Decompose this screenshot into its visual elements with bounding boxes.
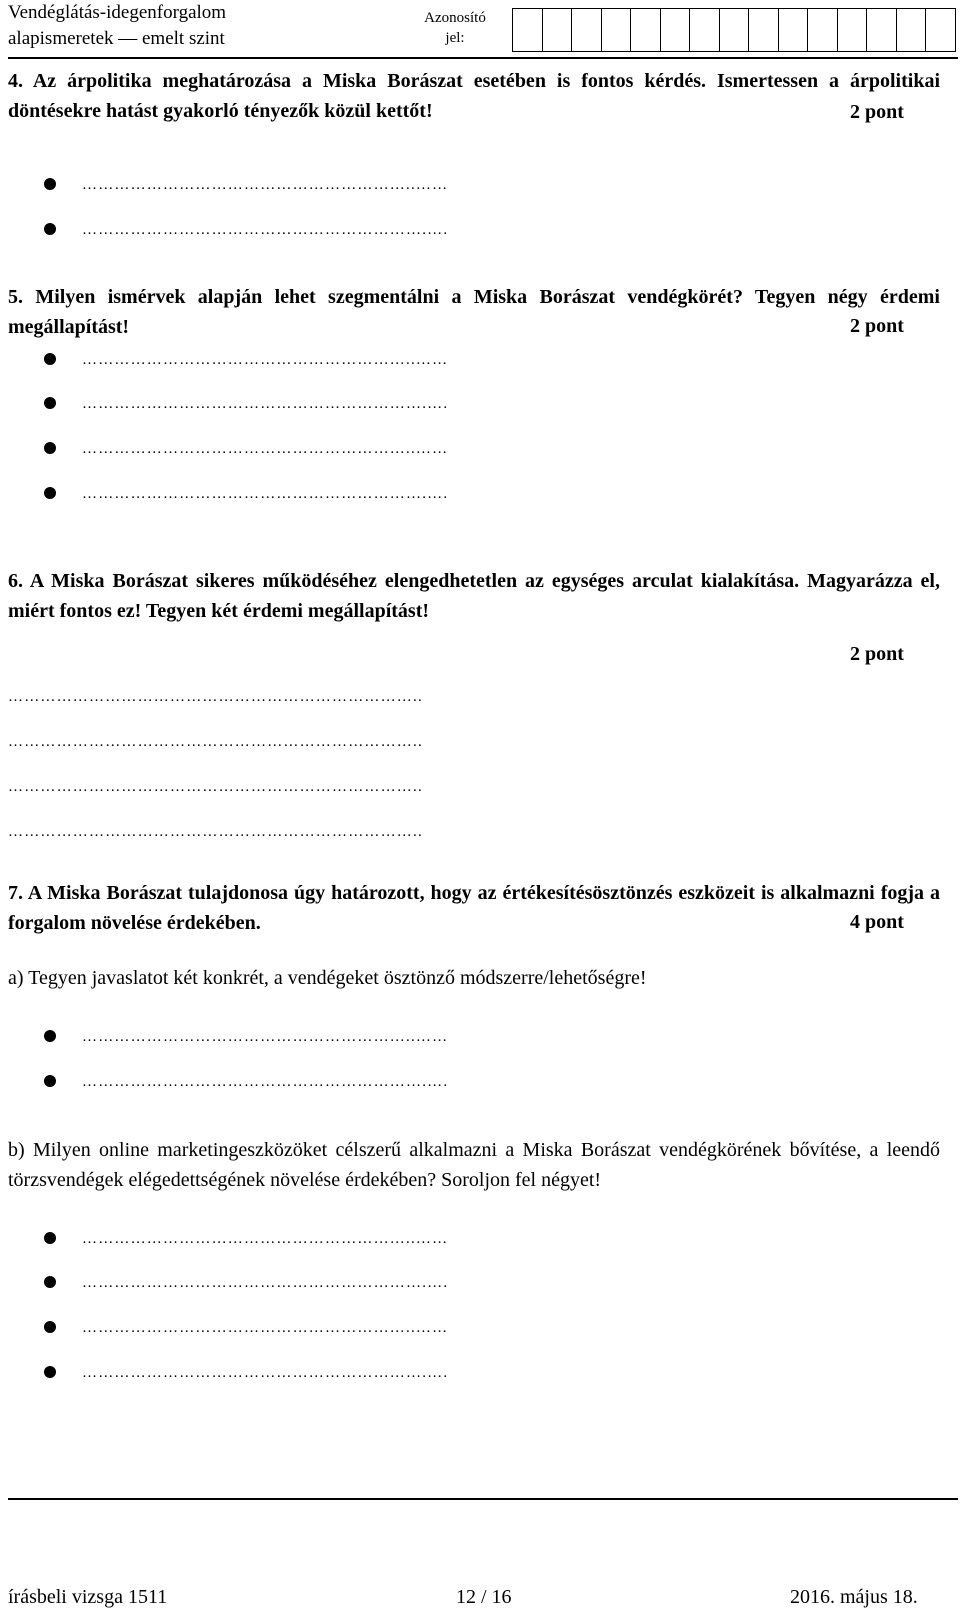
bullet-icon — [44, 1075, 56, 1087]
header-divider — [8, 57, 958, 59]
question-7-points: 4 pont — [850, 911, 904, 933]
subject-level: alapismeretek — emelt szint — [8, 28, 225, 49]
id-label: Azonosító — [424, 10, 486, 26]
answer-line[interactable]: ……………………………………………………….…. — [82, 486, 449, 502]
answer-line[interactable]: ………………………………………………………………….. — [8, 824, 423, 840]
question-6-points: 2 pont — [850, 643, 904, 665]
id-box-cell[interactable] — [838, 9, 868, 51]
bullet-icon — [44, 1232, 56, 1244]
answer-line[interactable]: ……………………………………………………..…… — [82, 177, 449, 193]
id-box-cell[interactable] — [720, 9, 750, 51]
answer-line[interactable]: ………………………………………………………………….. — [8, 689, 423, 705]
id-box-cell[interactable] — [572, 9, 602, 51]
bullet-icon — [44, 397, 56, 409]
answer-line[interactable]: ……………………………………………………….…. — [82, 222, 449, 238]
answer-line[interactable]: ……………………………………………………….…. — [82, 1074, 449, 1090]
answer-line[interactable]: ……………………………………………………….…. — [82, 1275, 449, 1291]
id-box-cell[interactable] — [690, 9, 720, 51]
question-4-points: 2 pont — [850, 101, 904, 123]
footer-exam-code: írásbeli vizsga 1511 — [8, 1586, 168, 1608]
bullet-icon — [44, 1030, 56, 1042]
bullet-icon — [44, 442, 56, 454]
id-box-cell[interactable] — [749, 9, 779, 51]
answer-line[interactable]: ……………………………………………………..…… — [82, 352, 449, 368]
question-6-text: 6. A Miska Borászat sikeres működéséhez elengedhetetlen az egységes arculat kialakítása. Magyarázza el, miért fontos ez! Tegyen két érdemi megállapítást! — [8, 570, 940, 622]
answer-line[interactable]: ………………………………………………………………….. — [8, 734, 423, 750]
question-5-text: 5. Milyen ismérvek alapján lehet szegmentálni a Miska Borászat vendégkörét? Tegyen négy érdemi megállapítást! — [8, 286, 940, 338]
id-box-cell[interactable] — [513, 9, 543, 51]
bullet-icon — [44, 487, 56, 499]
bullet-icon — [44, 1321, 56, 1333]
question-7-text: 7. A Miska Borászat tulajdonosa úgy határozott, hogy az értékesítésösztönzés eszközeit is alkalmazni fogja a forgalom növelése érdekében. — [8, 882, 940, 934]
id-label-suffix: jel: — [445, 30, 465, 46]
answer-line[interactable]: ……………………………………………………..…… — [82, 1029, 449, 1045]
id-box-cell[interactable] — [897, 9, 927, 51]
subject-title: Vendéglátás-idegenforgalom — [8, 2, 227, 23]
bullet-icon — [44, 1276, 56, 1288]
footer-page-number: 12 / 16 — [456, 1586, 512, 1608]
answer-line[interactable]: ………………………………………………………………….. — [8, 779, 423, 795]
id-box-cell[interactable] — [867, 9, 897, 51]
footer-divider — [8, 1498, 958, 1500]
question-7b-text: b) Milyen online marketingeszközöket célszerű alkalmazni a Miska Borászat vendégkörének bővítése, a leendő törzsvendégek elégedettségének növelése érdekében? Soroljon fel négyet! — [8, 1139, 940, 1191]
bullet-icon — [44, 223, 56, 235]
bullet-icon — [44, 1366, 56, 1378]
question-5-points: 2 pont — [850, 315, 904, 337]
answer-line[interactable]: ……………………………………………………..…… — [82, 1320, 449, 1336]
id-box-cell[interactable] — [631, 9, 661, 51]
id-box-cell[interactable] — [808, 9, 838, 51]
id-box-cell[interactable] — [543, 9, 573, 51]
answer-line[interactable]: ……………………………………………………….…. — [82, 396, 449, 412]
question-4-text: 4. Az árpolitika meghatározása a Miska Borászat esetében is fontos kérdés. Ismertessen a árpolitikai döntésekre hatást gyakorló tényezők közül kettőt! — [8, 70, 940, 122]
id-box-cell[interactable] — [779, 9, 809, 51]
id-box-cell[interactable] — [602, 9, 632, 51]
id-boxes[interactable] — [512, 8, 956, 52]
answer-line[interactable]: ……………………………………………………..…… — [82, 1231, 449, 1247]
bullet-icon — [44, 178, 56, 190]
answer-line[interactable]: ……………………………………………………….…. — [82, 1365, 449, 1381]
bullet-icon — [44, 353, 56, 365]
question-7a-text: a) Tegyen javaslatot két konkrét, a vendégeket ösztönző módszerre/lehetőségre! — [8, 967, 647, 989]
id-box-cell[interactable] — [926, 9, 956, 51]
id-box-cell[interactable] — [661, 9, 691, 51]
answer-line[interactable]: ……………………………………………………..…… — [82, 441, 449, 457]
footer-date: 2016. május 18. — [790, 1586, 918, 1608]
